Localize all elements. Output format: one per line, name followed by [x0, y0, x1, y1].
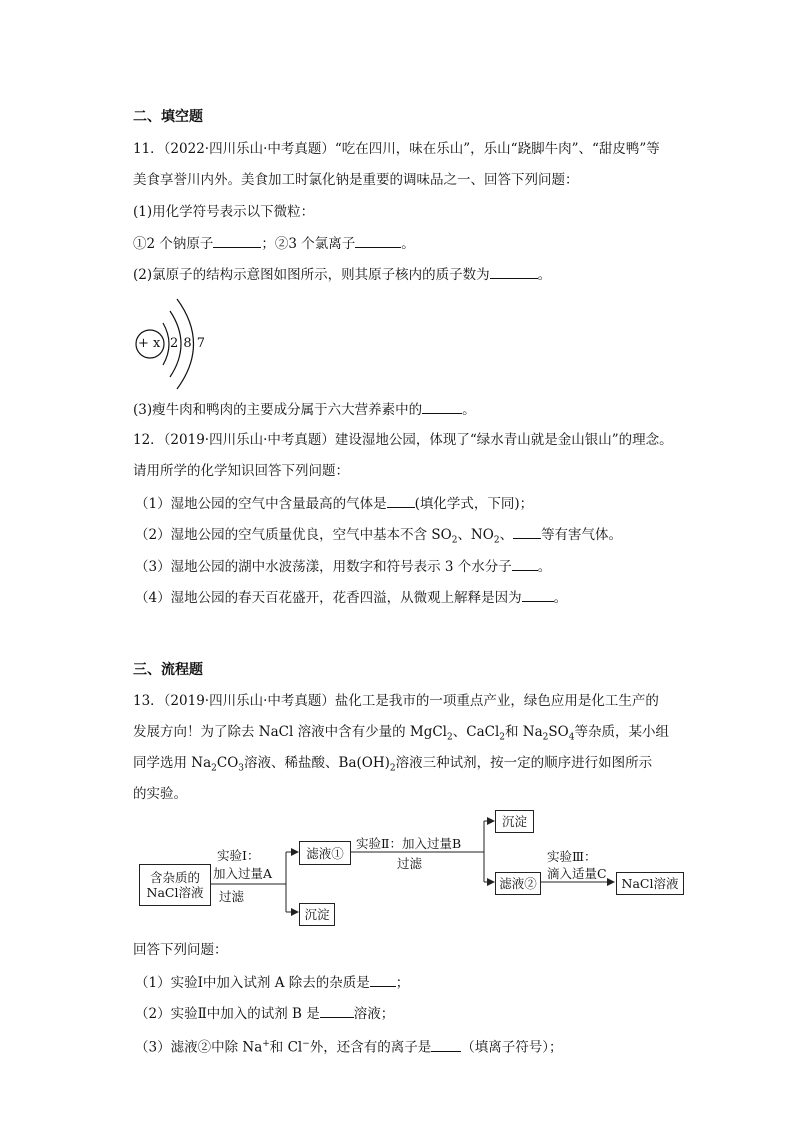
precipitate2-box: 沉淀: [495, 810, 534, 833]
q13-stem-line4: 的实验。: [133, 786, 187, 802]
q13-text: 发展方向！为了除去 NaCl 溶液中含有少量的 MgCl: [133, 724, 447, 740]
filtrate1-box: 滤液①: [299, 841, 351, 865]
subscript: 2: [211, 763, 217, 774]
answer-blank[interactable]: [370, 972, 396, 987]
subscript: 3: [238, 763, 245, 774]
exp3-reagent: 滴入适量C: [547, 866, 607, 881]
q13-part1: [135, 972, 409, 993]
atom-shell-electrons: 2 8 7: [170, 336, 206, 351]
q11-part1: (1)用化学符号表示以下微粒：: [133, 204, 315, 220]
subscript: 2: [542, 732, 549, 743]
q11-part1a-text: ①2 个钠原子: [133, 236, 214, 252]
q13-stem-line1: 13．（2019·四川乐山·中考真题）盐化工是我市的一项重点产业，绿色应用是化工生产的: [133, 693, 659, 709]
exp1-label: 实验Ⅰ：: [217, 848, 260, 863]
exp3-label: 实验Ⅲ：: [547, 849, 597, 864]
atom-nucleus-label: + x: [138, 336, 161, 351]
exp2-filter: 过滤: [397, 856, 423, 871]
subscript: 2: [499, 732, 505, 743]
answer-blank[interactable]: [431, 1037, 461, 1052]
punct: 。: [537, 267, 552, 283]
subscript: 2: [493, 535, 500, 546]
q11-part1b-text: ；②3 个氯离子: [261, 236, 356, 252]
q12-stem-line1: 12．（2019·四川乐山·中考真题）建设湿地公园，体现了“绿水青山就是金山银山”的理念。: [133, 432, 673, 448]
q12-part1-note: (填化学式，下同)；: [414, 496, 534, 512]
q13-text: 溶液三种试剂，按一定的顺序进行如图所示: [395, 755, 653, 771]
q13-part3-text: 外，还含有的离子是: [309, 1039, 432, 1056]
q12-part4-text: （4）湿地公园的春天百花盛开，花香四溢，从微观上解释是因为: [135, 590, 522, 606]
q13-part2: [135, 1003, 394, 1024]
q12-part2-text: （2）湿地公园的空气质量优良，空气中基本不含 SO: [135, 527, 452, 543]
q11-part3-text: (3)瘦牛肉和鸭肉的主要成分属于六大营养素中的: [133, 402, 423, 418]
q12-stem-line2: 请用所学的化学知识回答下列问题：: [133, 463, 349, 479]
q13-part1-text: （1）实验Ⅰ中加入试剂 A 除去的杂质是: [135, 975, 370, 991]
flow-start-label-1: 含杂质的: [149, 870, 200, 885]
q13-text: 等杂质，某小组: [574, 724, 669, 740]
subscript: 2: [451, 535, 458, 546]
section-title-flow: 三、流程题: [133, 662, 203, 678]
answer-blank[interactable]: [320, 1003, 354, 1018]
q13-part3-text: （3）滤液②中除 Na: [135, 1039, 263, 1056]
q11-stem-line1: 11．（2022·四川乐山·中考真题）“吃在四川，味在乐山”，乐山“跷脚牛肉”、“甜皮鸭”等: [133, 141, 660, 157]
filtrate2-box: 滤液②: [495, 872, 541, 895]
q13-part3-end: （填离子符号）；: [461, 1039, 563, 1056]
exp1-filter: 过滤: [219, 889, 245, 904]
q12-part3-text: （3）湿地公园的湖中水波荡漾，用数字和符号表示 3 个水分子: [135, 559, 512, 575]
q13-part2-text: （2）实验Ⅱ中加入的试剂 B 是: [135, 1006, 320, 1022]
final-product-box: NaCl溶液: [616, 872, 684, 895]
q13-text: SO: [548, 724, 569, 740]
section-title-fill-blank: 二、填空题: [133, 109, 203, 125]
subscript: 2: [389, 763, 396, 774]
punct: 。: [553, 590, 568, 606]
q11-stem-line2: 美食享誉川内外。美食加工时氯化钠是重要的调味品之一、回答下列问题：: [133, 172, 579, 188]
q13-part2-end: 溶液；: [353, 1006, 395, 1022]
q11-part2-text: (2)氯原子的结构示意图如图所示，则其原子核内的质子数为: [133, 267, 490, 283]
q13-text: 溶液、稀盐酸、Ba(OH): [244, 755, 390, 771]
subscript: 4: [568, 732, 575, 743]
punct: ；: [395, 975, 410, 991]
q13-text: 和 Na: [505, 724, 543, 740]
q13-text: CO: [216, 755, 239, 771]
q13-text: 、CaCl: [452, 724, 500, 740]
q13-text: 同学选用 Na: [133, 755, 212, 771]
subscript: 2: [447, 732, 453, 743]
superscript: +: [262, 1039, 270, 1049]
precipitate1-box: 沉淀: [299, 903, 335, 926]
flow-start-box: [139, 864, 211, 906]
q13-part3-text: 和 Cl: [269, 1039, 303, 1056]
q12-part2-text: 、NO: [457, 527, 494, 543]
q12-part2-end: 等有害气体。: [541, 527, 623, 543]
q13-answer-intro: 回答下列问题：: [133, 942, 228, 958]
exp2-label: 实验Ⅱ：加入过量B: [356, 836, 462, 851]
punct: 。: [537, 559, 552, 575]
exp1-reagent: 加入过量A: [213, 866, 273, 881]
q13-part3: [135, 1034, 563, 1058]
punct: 。: [401, 236, 415, 252]
punct: 。: [462, 402, 476, 418]
q12-part1-text: （1）湿地公园的空气中含量最高的气体是: [135, 496, 387, 512]
flow-start-label-2: NaCl溶液: [146, 885, 204, 900]
superscript: −: [302, 1039, 310, 1049]
punct: 、: [499, 527, 514, 543]
